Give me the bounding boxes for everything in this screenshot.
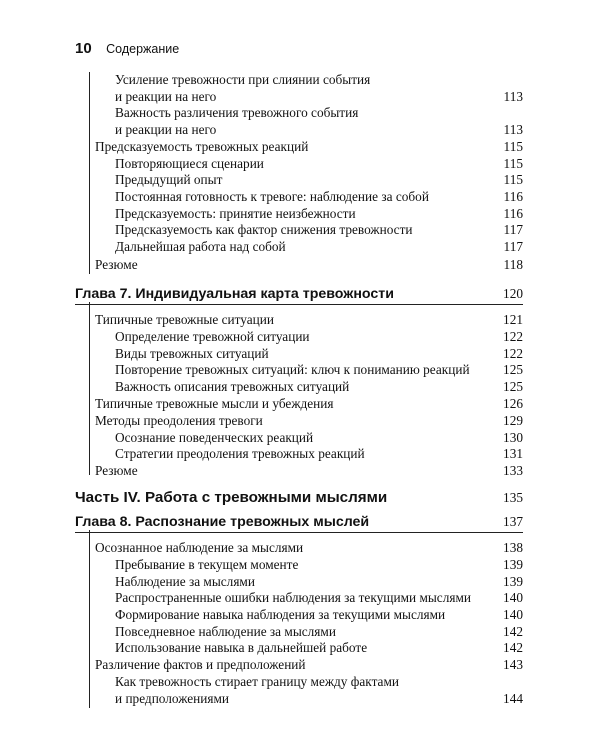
toc-entry-title: Использование навыка в дальнейшей работе bbox=[115, 640, 368, 655]
toc-entry-page: 115 bbox=[503, 172, 523, 187]
toc-entry-page: 138 bbox=[503, 540, 523, 555]
toc-entry-title: Глава 7. Индивидуальная карта тревожности bbox=[75, 286, 394, 302]
toc-entry-title: Предыдущий опыт bbox=[115, 172, 223, 187]
toc-entry-page: 118 bbox=[503, 257, 523, 272]
toc-entry-page: 117 bbox=[503, 222, 523, 237]
page-number: 10 bbox=[75, 40, 92, 57]
toc-entry-title: Дальнейшая работа над собой bbox=[115, 239, 286, 254]
toc-entry-page: 126 bbox=[503, 396, 523, 411]
toc-entry-title: Усиление тревожности при слиянии события bbox=[115, 72, 371, 87]
toc-entry-page: 130 bbox=[503, 430, 523, 445]
toc-entry-page: 139 bbox=[503, 574, 523, 589]
toc-entry-page: 122 bbox=[503, 329, 523, 344]
toc-entry-title: Пребывание в текущем моменте bbox=[115, 557, 299, 572]
toc-entry-title: Важность описания тревожных ситуаций bbox=[115, 379, 350, 394]
toc-entry-page: 135 bbox=[503, 490, 523, 505]
toc-entry-page: 115 bbox=[503, 139, 523, 154]
toc-entry-page: 131 bbox=[503, 446, 523, 461]
toc-entry-title: Резюме bbox=[95, 463, 138, 478]
toc-entry-title: Предсказуемость: принятие неизбежности bbox=[115, 206, 356, 221]
toc-entry-title: Типичные тревожные мысли и убеждения bbox=[95, 396, 334, 411]
toc-entry-page: 143 bbox=[503, 657, 523, 672]
toc-entry-page: 139 bbox=[503, 557, 523, 572]
toc-bracket-line bbox=[89, 72, 90, 274]
toc-entry-title: Типичные тревожные ситуации bbox=[95, 312, 274, 327]
chapter-rule bbox=[75, 532, 523, 533]
toc-entry-page: 117 bbox=[503, 239, 523, 254]
toc-entry-title: Осознание поведенческих реакций bbox=[115, 430, 314, 445]
toc-entry-page: 129 bbox=[503, 413, 523, 428]
toc-entry-page: 120 bbox=[503, 286, 523, 301]
toc-entry-title: Распространенные ошибки наблюдения за текущими мыслями bbox=[115, 590, 471, 605]
toc-entry-title: Повторение тревожных ситуаций: ключ к пониманию реакций bbox=[115, 362, 470, 377]
running-title: Содержание bbox=[106, 42, 180, 56]
toc-entry-title: Определение тревожной ситуации bbox=[115, 329, 310, 344]
chapter-rule bbox=[75, 304, 523, 305]
toc-entry-title: Предсказуемость как фактор снижения тревожности bbox=[115, 222, 413, 237]
toc-entry-page: 125 bbox=[503, 379, 523, 394]
toc-entry-title: Повторяющиеся сценарии bbox=[115, 156, 264, 171]
toc-entry-page: 121 bbox=[503, 312, 523, 327]
toc-entry-title: Постоянная готовность к тревоге: наблюдение за собой bbox=[115, 189, 429, 204]
toc-entry-title: Часть IV. Работа с тревожными мыслями bbox=[75, 489, 388, 506]
toc-entry-page: 122 bbox=[503, 346, 523, 361]
toc-entry-title: и предположениями bbox=[115, 691, 230, 706]
toc-entry-title: Различение фактов и предположений bbox=[95, 657, 306, 672]
toc-entry-page: 116 bbox=[503, 206, 523, 221]
toc-entry-title: Повседневное наблюдение за мыслями bbox=[115, 624, 336, 639]
toc-entry-page: 142 bbox=[503, 640, 523, 655]
toc-entry-title: Стратегии преодоления тревожных реакций bbox=[115, 446, 365, 461]
toc-entry-page: 144 bbox=[503, 691, 523, 706]
toc-bracket-line bbox=[89, 530, 90, 708]
toc-entry-page: 140 bbox=[503, 607, 523, 622]
toc-entry-title: Предсказуемость тревожных реакций bbox=[95, 139, 309, 154]
running-header bbox=[75, 40, 179, 58]
toc-entry-title: и реакции на него bbox=[115, 89, 217, 104]
toc-entry-page: 116 bbox=[503, 189, 523, 204]
toc-entry-title: Методы преодоления тревоги bbox=[95, 413, 263, 428]
toc-entry-title: Важность различения тревожного события bbox=[115, 105, 359, 120]
toc-entry-title: и реакции на него bbox=[115, 122, 217, 137]
toc-entry-page: 137 bbox=[503, 514, 523, 529]
toc-entry-title: Резюме bbox=[95, 257, 138, 272]
toc-entry-title: Глава 8. Распознание тревожных мыслей bbox=[75, 514, 370, 530]
toc-entry-page: 113 bbox=[503, 89, 523, 104]
toc-entry-title: Формирование навыка наблюдения за текущими мыслями bbox=[115, 607, 446, 622]
toc-bracket-line bbox=[89, 302, 90, 475]
toc-entry-page: 142 bbox=[503, 624, 523, 639]
toc-entry-page: 133 bbox=[503, 463, 523, 478]
toc-entry-title: Осознанное наблюдение за мыслями bbox=[95, 540, 304, 555]
toc-entry-title: Как тревожность стирает границу между фактами bbox=[115, 674, 399, 689]
toc-entry-page: 140 bbox=[503, 590, 523, 605]
toc-entry-title: Наблюдение за мыслями bbox=[115, 574, 255, 589]
toc-entry-page: 115 bbox=[503, 156, 523, 171]
toc-entry-title: Виды тревожных ситуаций bbox=[115, 346, 269, 361]
toc-entry-page: 113 bbox=[503, 122, 523, 137]
toc-entry-page: 125 bbox=[503, 362, 523, 377]
